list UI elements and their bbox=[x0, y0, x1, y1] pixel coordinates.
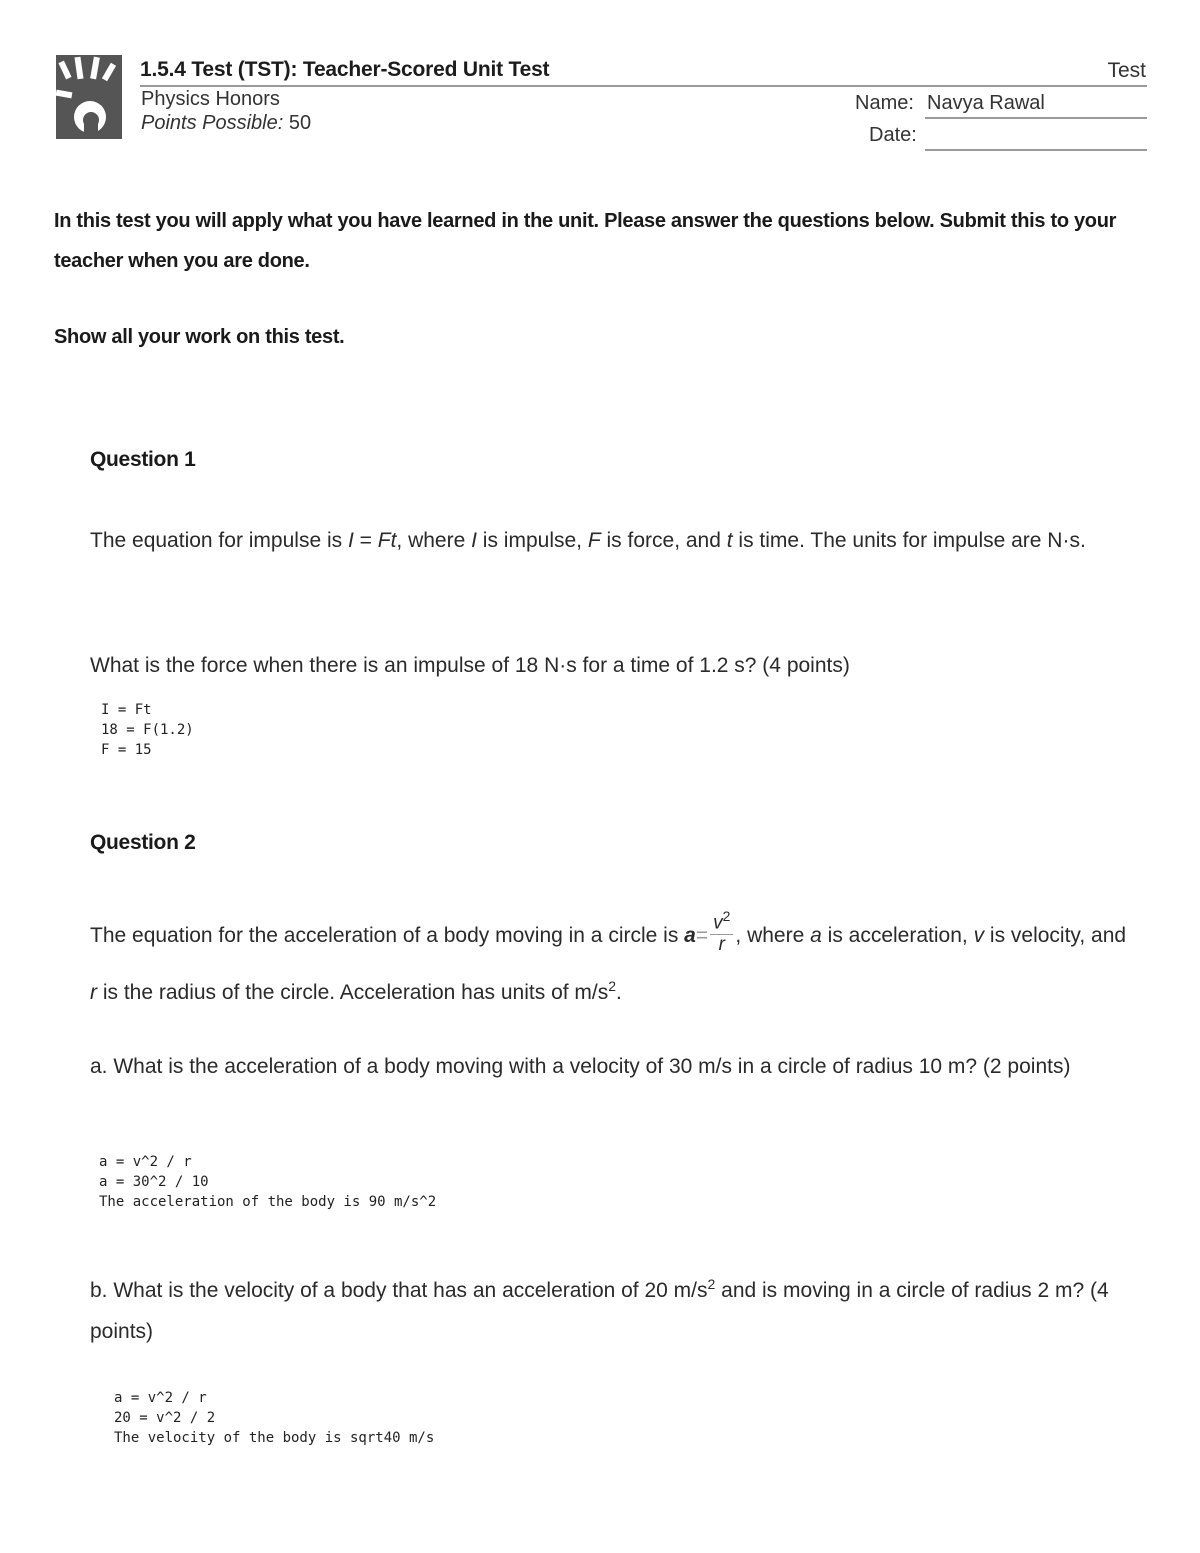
question-2a-question: a. What is the acceleration of a body moving with a velocity of 30 m/s in a circle of radius 10 m? (2 points) bbox=[90, 1055, 1071, 1078]
points-possible bbox=[141, 112, 311, 135]
question-1-heading: Question 1 bbox=[90, 448, 196, 471]
points-value: 50 bbox=[288, 112, 312, 134]
acceleration-formula: a= bbox=[684, 924, 709, 947]
sun-logo-icon bbox=[56, 55, 122, 139]
page-title: 1.5.4 Test (TST): Teacher-Scored Unit Test bbox=[140, 58, 550, 81]
question-2b-question: b. What is the velocity of a body that has an acceleration of 20 $m/s^2$ and is moving in a circle of radius 2 m? (4 points) bbox=[90, 1276, 1109, 1343]
question-1-answer[interactable]: I = Ft 18 = F(1.2) F = 15 bbox=[101, 702, 194, 758]
course-name: Physics Honors bbox=[141, 88, 280, 110]
document-type-label: Test bbox=[1107, 59, 1146, 82]
question-2b-answer[interactable]: a = v^2 / r 20 = v^2 / 2 The velocity of the body is sqrt40 m/s bbox=[114, 1390, 435, 1446]
question-2a-answer[interactable]: a = v^2 / r a = 30^2 / 10 The acceleration of the body is 90 m/s^2 bbox=[99, 1154, 437, 1210]
date-underline bbox=[925, 149, 1147, 151]
header-divider bbox=[140, 85, 1147, 87]
question-2-heading: Question 2 bbox=[90, 831, 196, 854]
name-field[interactable]: Navya Rawal bbox=[927, 92, 1045, 114]
question-1-question: What is the force when there is an impulse of 18 N·s for a time of 1.2 s? (4 points) bbox=[90, 654, 850, 677]
name-label: Name: bbox=[855, 92, 914, 114]
points-label: Points Possible: bbox=[141, 112, 284, 134]
name-underline bbox=[925, 117, 1147, 119]
show-work-note: Show all your work on this test. bbox=[54, 326, 345, 348]
question-2-prompt: The equation for the acceleration of a body moving in a circle is a= $\frac{v^2}{r}$ , where a is acceleration, v is velocity, and r is the radius of the circle. Acceleration has units of $m/s^2$. bbox=[90, 908, 1127, 1004]
date-label: Date: bbox=[869, 124, 917, 146]
formula-fraction: $\frac{v^2}{r}$ bbox=[710, 906, 733, 954]
question-1-prompt: The equation for impulse is I = Ft, where I is impulse, F is force, and t is time. The units for impulse are N·s. bbox=[90, 529, 1086, 552]
date-field[interactable] bbox=[927, 124, 1145, 148]
instructions: In this test you will apply what you have learned in the unit. Please answer the questions below. Submit this to your teacher when you are done. bbox=[54, 210, 1117, 272]
